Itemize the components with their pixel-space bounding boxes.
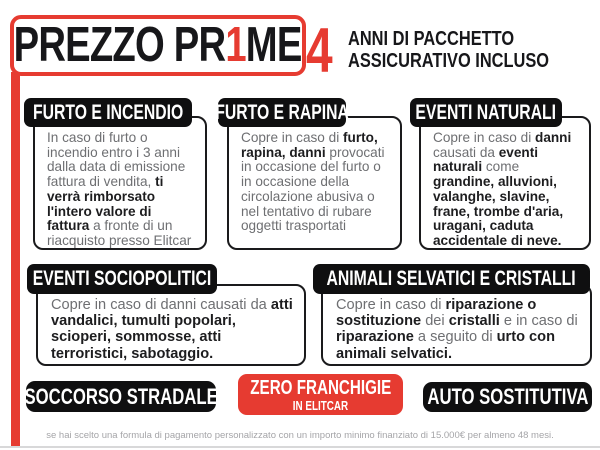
eventi-sociopolitici-title: EVENTI SOCIOPOLITICI [32, 267, 212, 290]
furto-rapina-title-badge [215, 98, 349, 127]
furto-rapina-body: Copre in caso di furto, rapina, danni provocati in occasione del furto o in occasione della circolazione abusiva o nel tentativo di rubare oggetti trasportati [241, 130, 385, 234]
auto-sostitutiva-label: AUTO SOSTITUTIVA [427, 384, 589, 409]
soccorso-stradale-label: SOCCORSO STRADALE [24, 383, 218, 409]
zero-franchigie-badge [238, 374, 403, 415]
furto-rapina-title: FURTO E RAPINA [215, 100, 349, 124]
furto-incendio-title: FURTO E INCENDIO [32, 100, 184, 124]
furto-incendio-title-badge [24, 98, 192, 127]
eventi-naturali-body: Copre in caso di danni causati da eventi naturali come grandine, alluvioni, valanghe, slavine, frane, trombe d'aria, uragani, caduta accidentale di neve. [433, 130, 572, 248]
title-prefix: PREZZO PR [14, 18, 226, 72]
title-suffix: ME [246, 18, 302, 72]
title-box [10, 15, 306, 76]
zero-franchigie-line1: ZERO FRANCHIGIE [249, 376, 392, 399]
furto-rapina-card [227, 116, 402, 250]
footer-disclaimer: se hai scelto una formula di pagamento personalizzato con un importo minimo finanziato di 15.000€ per almeno 48 mesi. [46, 430, 554, 441]
soccorso-stradale-badge [26, 381, 216, 412]
page-title [14, 18, 302, 72]
years-number: 4 [306, 16, 333, 86]
footer-divider [0, 446, 600, 448]
animali-selvatici-title-badge [313, 264, 590, 294]
eventi-naturali-title-badge [410, 98, 562, 127]
furto-incendio-card [33, 116, 207, 250]
furto-incendio-body: In caso di furto o incendio entro i 3 anni dalla data di emissione fattura di vendita, ti verrà rimborsato l'intero valore di fattura a fronte di un riacquisto presso Elitcar [47, 130, 192, 248]
eventi-sociopolitici-body: Copre in caso di danni causati da atti vandalici, tumulti popolari, scioperi, sommosse, atti terroristici, sabotaggio. [51, 297, 293, 362]
animali-selvatici-card [321, 284, 592, 366]
animali-selvatici-body: Copre in caso di riparazione o sostituzione dei cristalli e in caso di riparazione a seguito di urto con animali selvatici. [336, 297, 578, 362]
eventi-sociopolitici-card [36, 284, 306, 366]
left-red-ribbon [11, 72, 20, 447]
animali-selvatici-title: ANIMALI SELVATICI E CRISTALLI [326, 267, 577, 290]
eventi-naturali-title: EVENTI NATURALI [415, 100, 557, 124]
title-accent-digit: 1 [225, 18, 247, 72]
subtitle-line1: ANNI DI PACCHETTO [348, 28, 515, 50]
eventi-sociopolitici-title-badge [27, 264, 217, 294]
header-subtitle [348, 28, 549, 72]
eventi-naturali-card [419, 116, 591, 250]
zero-franchigie-line2: IN ELITCAR [292, 397, 349, 413]
auto-sostitutiva-badge [423, 382, 592, 412]
subtitle-line2: ASSICURATIVO INCLUSO [348, 50, 550, 72]
